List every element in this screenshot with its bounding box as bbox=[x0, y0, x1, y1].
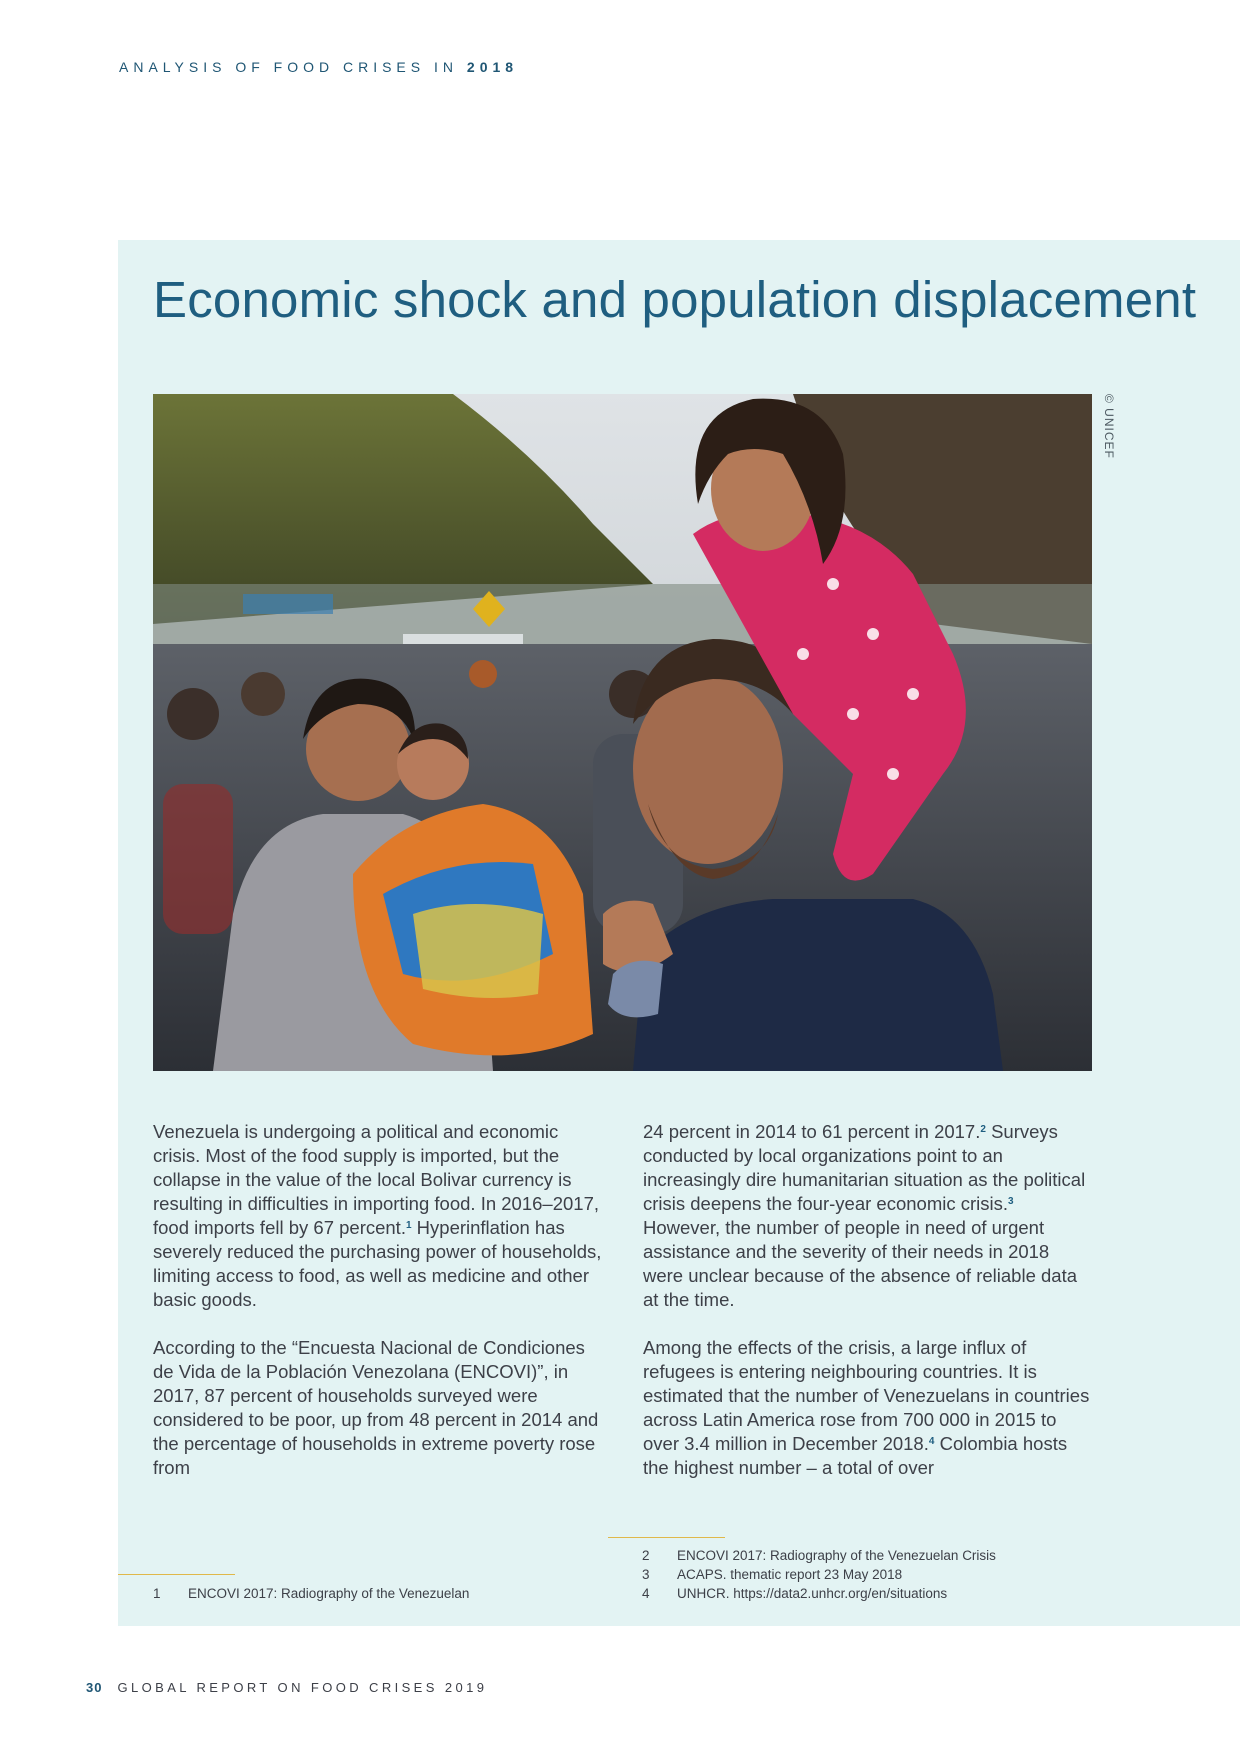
running-header-label: ANALYSIS OF FOOD CRISES IN bbox=[119, 59, 459, 75]
footnote-number: 1 bbox=[153, 1586, 161, 1601]
footnote-number: 2 bbox=[642, 1548, 650, 1563]
paragraph: 24 percent in 2014 to 61 percent in 2017.$^2$ Surveys conducted by local organizations point to an increasingly dire humanitarian situation as the political crisis deepens the four-year economic crisis.$^3$ However, the number of people in need of urgent assistance and the severity of their needs in 2018 were unclear because of the absence of reliable data at the time. bbox=[643, 1121, 1086, 1310]
footnote-divider bbox=[118, 1574, 235, 1575]
photo-credit: © UNICEF bbox=[1102, 394, 1116, 459]
footnote-ref: 3 bbox=[1008, 1196, 1014, 1207]
footnote-number: 3 bbox=[642, 1567, 650, 1582]
running-header-year: 2018 bbox=[466, 59, 519, 75]
body-column-left bbox=[153, 1120, 603, 1504]
footnote-number: 4 bbox=[642, 1586, 650, 1601]
footnote-text: ENCOVI 2017: Radiography of the Venezuelan Crisis bbox=[677, 1548, 996, 1563]
footnote-ref: 2 bbox=[980, 1124, 986, 1135]
paragraph: Venezuela is undergoing a political and economic crisis. Most of the food supply is imported, but the collapse in the value of the local Bolivar currency is resulting in difficulties in importing food. In 2016–2017, food imports fell by 67 percent.$^1$ Hyperinflation has severely reduced the purchasing power of households, limiting access to food, as well as medicine and other basic goods. bbox=[153, 1121, 602, 1310]
running-header bbox=[119, 59, 518, 75]
footnote-ref: 1 bbox=[405, 1220, 412, 1231]
footnote-item bbox=[642, 1565, 1202, 1584]
footnote-ref: 4 bbox=[928, 1436, 935, 1447]
page-footer bbox=[86, 1680, 487, 1695]
feature-photo bbox=[153, 394, 1092, 1071]
footnote-divider bbox=[608, 1537, 725, 1538]
footnote-item bbox=[642, 1546, 1202, 1565]
body-column-right bbox=[643, 1120, 1093, 1504]
footnote-item bbox=[153, 1584, 593, 1603]
page-number: 30 bbox=[86, 1680, 103, 1695]
footnote-item bbox=[642, 1584, 1202, 1603]
paragraph: According to the “Encuesta Nacional de Condiciones de Vida de la Población Venezolana (ENCOVI)”, in 2017, 87 percent of households surveyed were considered to be poor, up from 48 percent in 2014 and the percentage of households in extreme poverty rose from bbox=[153, 1337, 599, 1478]
paragraph: Among the effects of the crisis, a large influx of refugees is entering neighbouring countries. It is estimated that the number of Venezuelans in countries across Latin America rose from 700 000 in 2015 to over 3.4 million in December 2018.$^4$ Colombia hosts the highest number – a total of over bbox=[643, 1337, 1090, 1478]
footnotes-left bbox=[153, 1584, 593, 1603]
section-title: Economic shock and population displacement bbox=[153, 271, 1197, 328]
report-title: GLOBAL REPORT ON FOOD CRISES 2019 bbox=[117, 1680, 488, 1695]
footnote-text: ACAPS. thematic report 23 May 2018 bbox=[677, 1567, 903, 1582]
footnote-text: ENCOVI 2017: Radiography of the Venezuelan bbox=[188, 1586, 470, 1601]
footnote-text: UNHCR. https://data2.unhcr.org/en/situations bbox=[677, 1586, 948, 1601]
footnotes-right bbox=[642, 1546, 1202, 1603]
